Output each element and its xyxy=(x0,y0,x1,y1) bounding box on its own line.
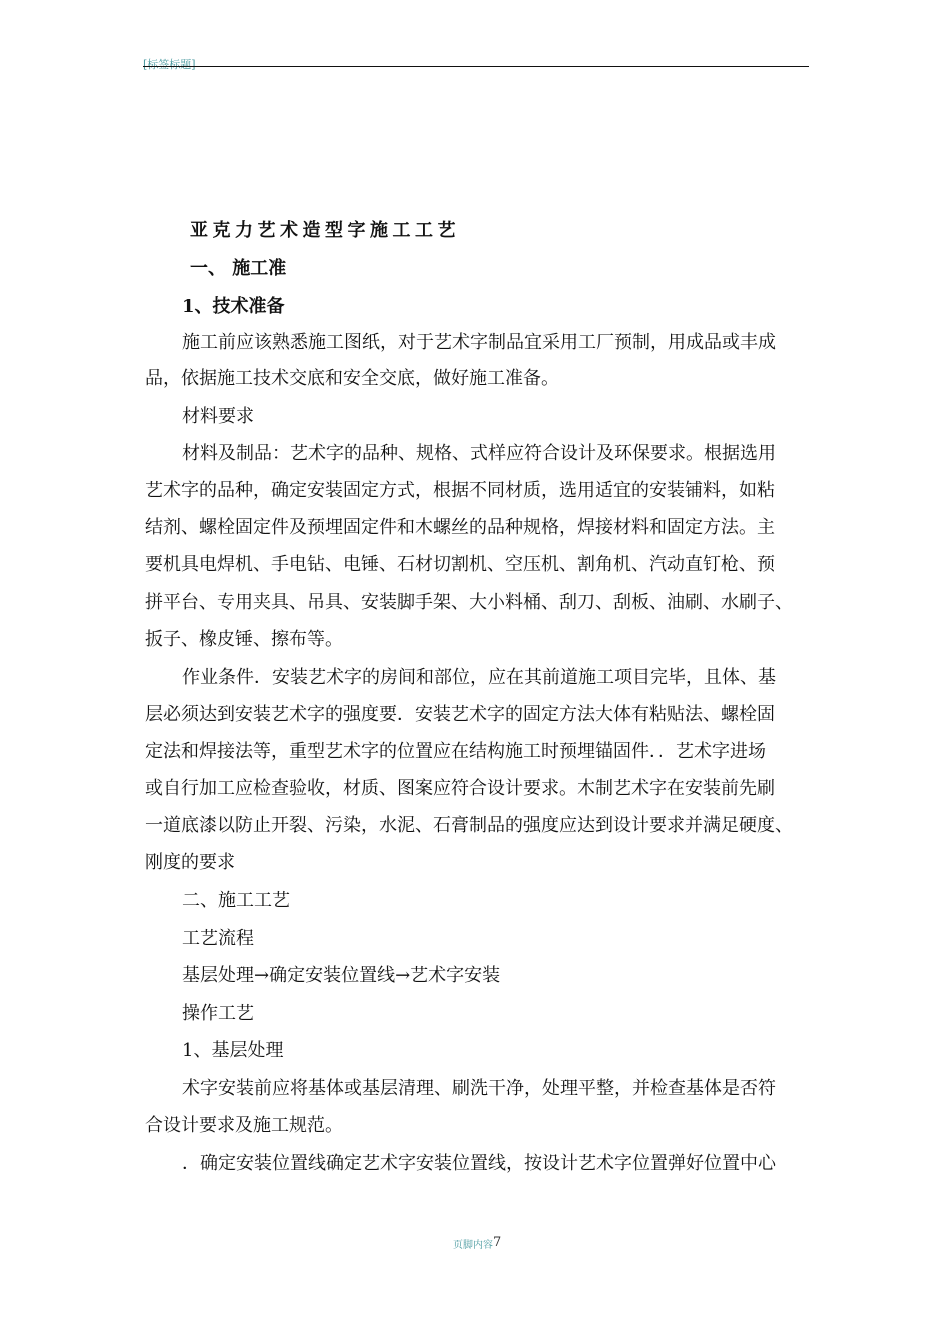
paragraph-line: 艺术字的品种，确定安装固定方式，根据不同材质，选用适宜的安装铺料，如粘 xyxy=(145,480,775,501)
paragraph-line: 要机具电焊机、手电钻、电锤、石材切割机、空压机、割角机、汽动直钉枪、预 xyxy=(145,554,775,575)
paragraph-line: 刚度的要求 xyxy=(145,852,235,873)
header-label: [标签标题] xyxy=(143,58,196,71)
paragraph-line: 术字安装前应将基体或基层清理、刷洗干净，处理平整，并检查基体是否符 xyxy=(182,1078,776,1099)
subheading-base-treatment: 1、基层处理 xyxy=(182,1040,284,1061)
document-title: 亚克力艺术造型字施工工艺 xyxy=(190,220,460,241)
paragraph-line: 定法和焊接法等，重型艺术字的位置应在结构施工时预埋锚固件．．艺术字进场 xyxy=(145,741,766,762)
paragraph-line: 或自行加工应检查验收，材质、图案应符合设计要求。木制艺术字在安装前先刷 xyxy=(145,778,775,799)
operation-heading: 操作工艺 xyxy=(182,1003,254,1024)
page-number: 7 xyxy=(493,1235,502,1250)
subheading-technical-prep: 1、技术准备 xyxy=(182,296,285,317)
paragraph-line: 品，依据施工技术交底和安全交底，做好施工准备。 xyxy=(145,368,559,389)
paragraph-line: 作业条件．安装艺术字的房间和部位，应在其前道施工项目完毕，且体、基 xyxy=(182,667,776,688)
paragraph-line: 层必须达到安装艺术字的强度要．安装艺术字的固定方法大体有粘贴法、螺栓固 xyxy=(145,704,775,725)
footer-label: 页脚内容 xyxy=(453,1240,493,1251)
section-heading-2: 二、施工工艺 xyxy=(182,890,290,911)
header-divider xyxy=(143,66,809,67)
section-heading-1: 一、 施工准 xyxy=(190,258,287,279)
paragraph-line: 拼平台、专用夹具、吊具、安装脚手架、大小料桶、刮刀、刮板、油刷、水刷子、 xyxy=(145,592,793,613)
paragraph-line: 合设计要求及施工规范。 xyxy=(145,1115,343,1136)
paragraph-line: ．确定安装位置线确定艺术字安装位置线，按设计艺术字位置弹好位置中心 xyxy=(182,1153,776,1174)
page-footer xyxy=(453,1236,501,1253)
process-flow: 基层处理→确定安装位置线→艺术字安装 xyxy=(182,965,501,986)
paragraph-line: 施工前应该熟悉施工图纸，对于艺术字制品宜采用工厂预制，用成品或丰成 xyxy=(182,332,776,353)
paragraph-line: 一道底漆以防止开裂、污染，水泥、石膏制品的强度应达到设计要求并满足硬度、 xyxy=(145,815,793,836)
materials-heading: 材料要求 xyxy=(182,406,254,427)
flow-heading: 工艺流程 xyxy=(182,928,254,949)
paragraph-line: 结剂、螺栓固定件及预埋固定件和木螺丝的品种规格，焊接材料和固定方法。主 xyxy=(145,517,775,538)
paragraph-line: 扳子、橡皮锤、擦布等。 xyxy=(145,629,343,650)
paragraph-line: 材料及制品：艺术字的品种、规格、式样应符合设计及环保要求。根据选用 xyxy=(182,443,776,464)
